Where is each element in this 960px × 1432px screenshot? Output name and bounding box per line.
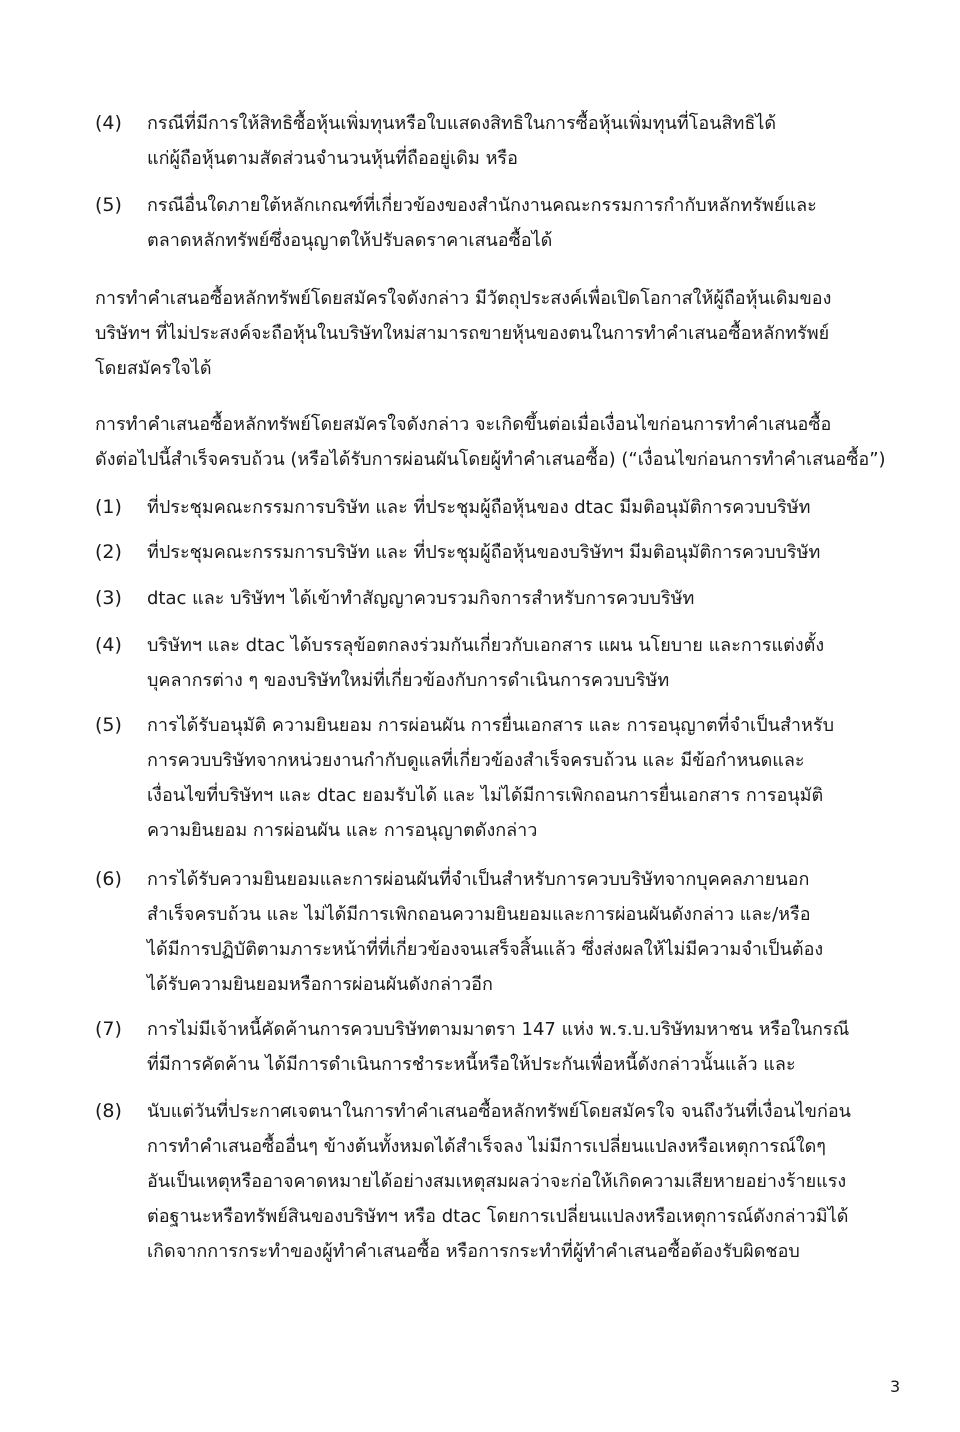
text-line: นับแต่วันที่ประกาศเจตนาในการทำคำเสนอซื้อหลักทรัพย์โดยสมัครใจ จนถึงวันที่เงื่อนไขก่อน: [147, 1101, 851, 1122]
item-number: (8): [95, 1100, 122, 1122]
text-line: ต่อฐานะหรือทรัพย์สินของบริษัทฯ หรือ dtac โดยการเปลี่ยนแปลงหรือเหตุการณ์ดังกล่าวมิได้: [147, 1206, 849, 1227]
condition-item: [95, 490, 915, 525]
item-text: [147, 628, 915, 698]
condition-item: [95, 1012, 915, 1082]
condition-item: [95, 1094, 915, 1269]
text-line: ได้รับความยินยอมหรือการผ่อนผันดังกล่าวอีก: [147, 974, 493, 995]
text-line: ที่ประชุมคณะกรรมการบริษัท และ ที่ประชุมผู้ถือหุ้นของ dtac มีมติอนุมัติการควบบริษัท: [147, 497, 811, 518]
body-paragraph: [95, 281, 925, 386]
text-line: บุคลากรต่าง ๆ ของบริษัทใหม่ที่เกี่ยวข้องกับการดำเนินการควบบริษัท: [147, 670, 670, 691]
condition-item: [95, 708, 915, 848]
item-text: [147, 1094, 915, 1269]
text-line: ได้มีการปฏิบัติตามภาระหน้าที่ที่เกี่ยวข้องจนเสร็จสิ้นแล้ว ซึ่งส่งผลให้ไม่มีความจำเป็นต้อง: [147, 939, 824, 960]
item-number: (3): [95, 587, 122, 609]
item-number: (5): [95, 714, 122, 736]
item-number: (4): [95, 634, 122, 656]
text-line: การควบบริษัทจากหน่วยงานกำกับดูแลที่เกี่ยวข้องสำเร็จครบถ้วน และ มีข้อกำหนดและ: [147, 750, 805, 771]
text-line: เกิดจากการกระทำของผู้ทำคำเสนอซื้อ หรือการกระทำที่ผู้ทำคำเสนอซื้อต้องรับผิดชอบ: [147, 1241, 800, 1262]
text-line: ดังต่อไปนี้สำเร็จครบถ้วน (หรือได้รับการผ่อนผันโดยผู้ทำคำเสนอซื้อ) (“เงื่อนไขก่อนการทำคำเสนอซื้อ”): [95, 449, 886, 470]
text-line: อันเป็นเหตุหรืออาจคาดหมายได้อย่างสมเหตุสมผลว่าจะก่อให้เกิดความเสียหายอย่างร้ายแรง: [147, 1171, 847, 1192]
item-text: [147, 581, 915, 616]
text-line: ที่มีการคัดค้าน ได้มีการดำเนินการชำระหนี้หรือให้ประกันเพื่อหนี้ดังกล่าวนั้นแล้ว และ: [147, 1054, 796, 1075]
item-number: (7): [95, 1018, 122, 1040]
condition-item: [95, 581, 915, 616]
item-number: (1): [95, 496, 122, 518]
item-text: [147, 106, 915, 176]
text-line: การได้รับความยินยอมและการผ่อนผันที่จำเป็นสำหรับการควบบริษัทจากบุคคลภายนอก: [147, 869, 810, 890]
item-number: (5): [95, 194, 122, 216]
condition-item: [95, 628, 915, 698]
item-text: [147, 188, 915, 258]
text-line: ตลาดหลักทรัพย์ซึ่งอนุญาตให้ปรับลดราคาเสนอซื้อได้: [147, 230, 553, 251]
list-item: [95, 106, 915, 176]
text-line: บริษัทฯ และ dtac ได้บรรลุข้อตกลงร่วมกันเกี่ยวกับเอกสาร แผน นโยบาย และการแต่งตั้ง: [147, 635, 825, 656]
list-item: [95, 188, 915, 258]
text-line: ที่ประชุมคณะกรรมการบริษัท และ ที่ประชุมผู้ถือหุ้นของบริษัทฯ มีมติอนุมัติการควบบริษัท: [147, 542, 821, 563]
condition-item: [95, 862, 915, 1002]
text-line: แก่ผู้ถือหุ้นตามสัดส่วนจำนวนหุ้นที่ถืออยู่เดิม หรือ: [147, 148, 518, 169]
body-paragraph: [95, 407, 925, 477]
text-line: กรณีอื่นใดภายใต้หลักเกณฑ์ที่เกี่ยวข้องของสำนักงานคณะกรรมการกำกับหลักทรัพย์และ: [147, 195, 817, 216]
text-line: การได้รับอนุมัติ ความยินยอม การผ่อนผัน การยื่นเอกสาร และ การอนุญาตที่จำเป็นสำหรับ: [147, 715, 834, 736]
item-text: [147, 1012, 915, 1082]
condition-item: [95, 535, 915, 570]
item-number: (4): [95, 112, 122, 134]
text-line: เงื่อนไขที่บริษัทฯ และ dtac ยอมรับได้ และ ไม่ได้มีการเพิกถอนการยื่นเอกสาร การอนุมัติ: [147, 785, 824, 806]
item-number: (6): [95, 868, 122, 890]
text-line: การไม่มีเจ้าหนี้คัดค้านการควบบริษัทตามมาตรา 147 แห่ง พ.ร.บ.บริษัทมหาชน หรือในกรณี: [147, 1019, 850, 1040]
item-text: [147, 535, 915, 570]
text-line: dtac และ บริษัทฯ ได้เข้าทำสัญญาควบรวมกิจการสำหรับการควบบริษัท: [147, 588, 695, 609]
text-line: โดยสมัครใจได้: [95, 358, 212, 379]
text-line: กรณีที่มีการให้สิทธิซื้อหุ้นเพิ่มทุนหรือใบแสดงสิทธิในการซื้อหุ้นเพิ่มทุนที่โอนสิทธิได้: [147, 113, 777, 134]
text-line: การทำคำเสนอซื้อหลักทรัพย์โดยสมัครใจดังกล่าว จะเกิดขึ้นต่อเมื่อเงื่อนไขก่อนการทำคำเสนอซื้อ: [95, 414, 832, 435]
page-number: 3: [890, 1377, 901, 1396]
item-text: [147, 490, 915, 525]
text-line: การทำคำเสนอซื้อหลักทรัพย์โดยสมัครใจดังกล่าว มีวัตถุประสงค์เพื่อเปิดโอกาสให้ผู้ถือหุ้นเดิมของ: [95, 288, 832, 309]
item-text: [147, 708, 915, 848]
text-line: สำเร็จครบถ้วน และ ไม่ได้มีการเพิกถอนความยินยอมและการผ่อนผันดังกล่าว และ/หรือ: [147, 904, 811, 925]
text-line: ความยินยอม การผ่อนผัน และ การอนุญาตดังกล่าว: [147, 820, 538, 841]
text-line: บริษัทฯ ที่ไม่ประสงค์จะถือหุ้นในบริษัทใหม่สามารถขายหุ้นของตนในการทำคำเสนอซื้อหลักทรัพย์: [95, 323, 830, 344]
item-text: [147, 862, 915, 1002]
item-number: (2): [95, 541, 122, 563]
text-line: การทำคำเสนอซื้ออื่นๆ ข้างต้นทั้งหมดได้สำเร็จลง ไม่มีการเปลี่ยนแปลงหรือเหตุการณ์ใดๆ: [147, 1136, 826, 1157]
